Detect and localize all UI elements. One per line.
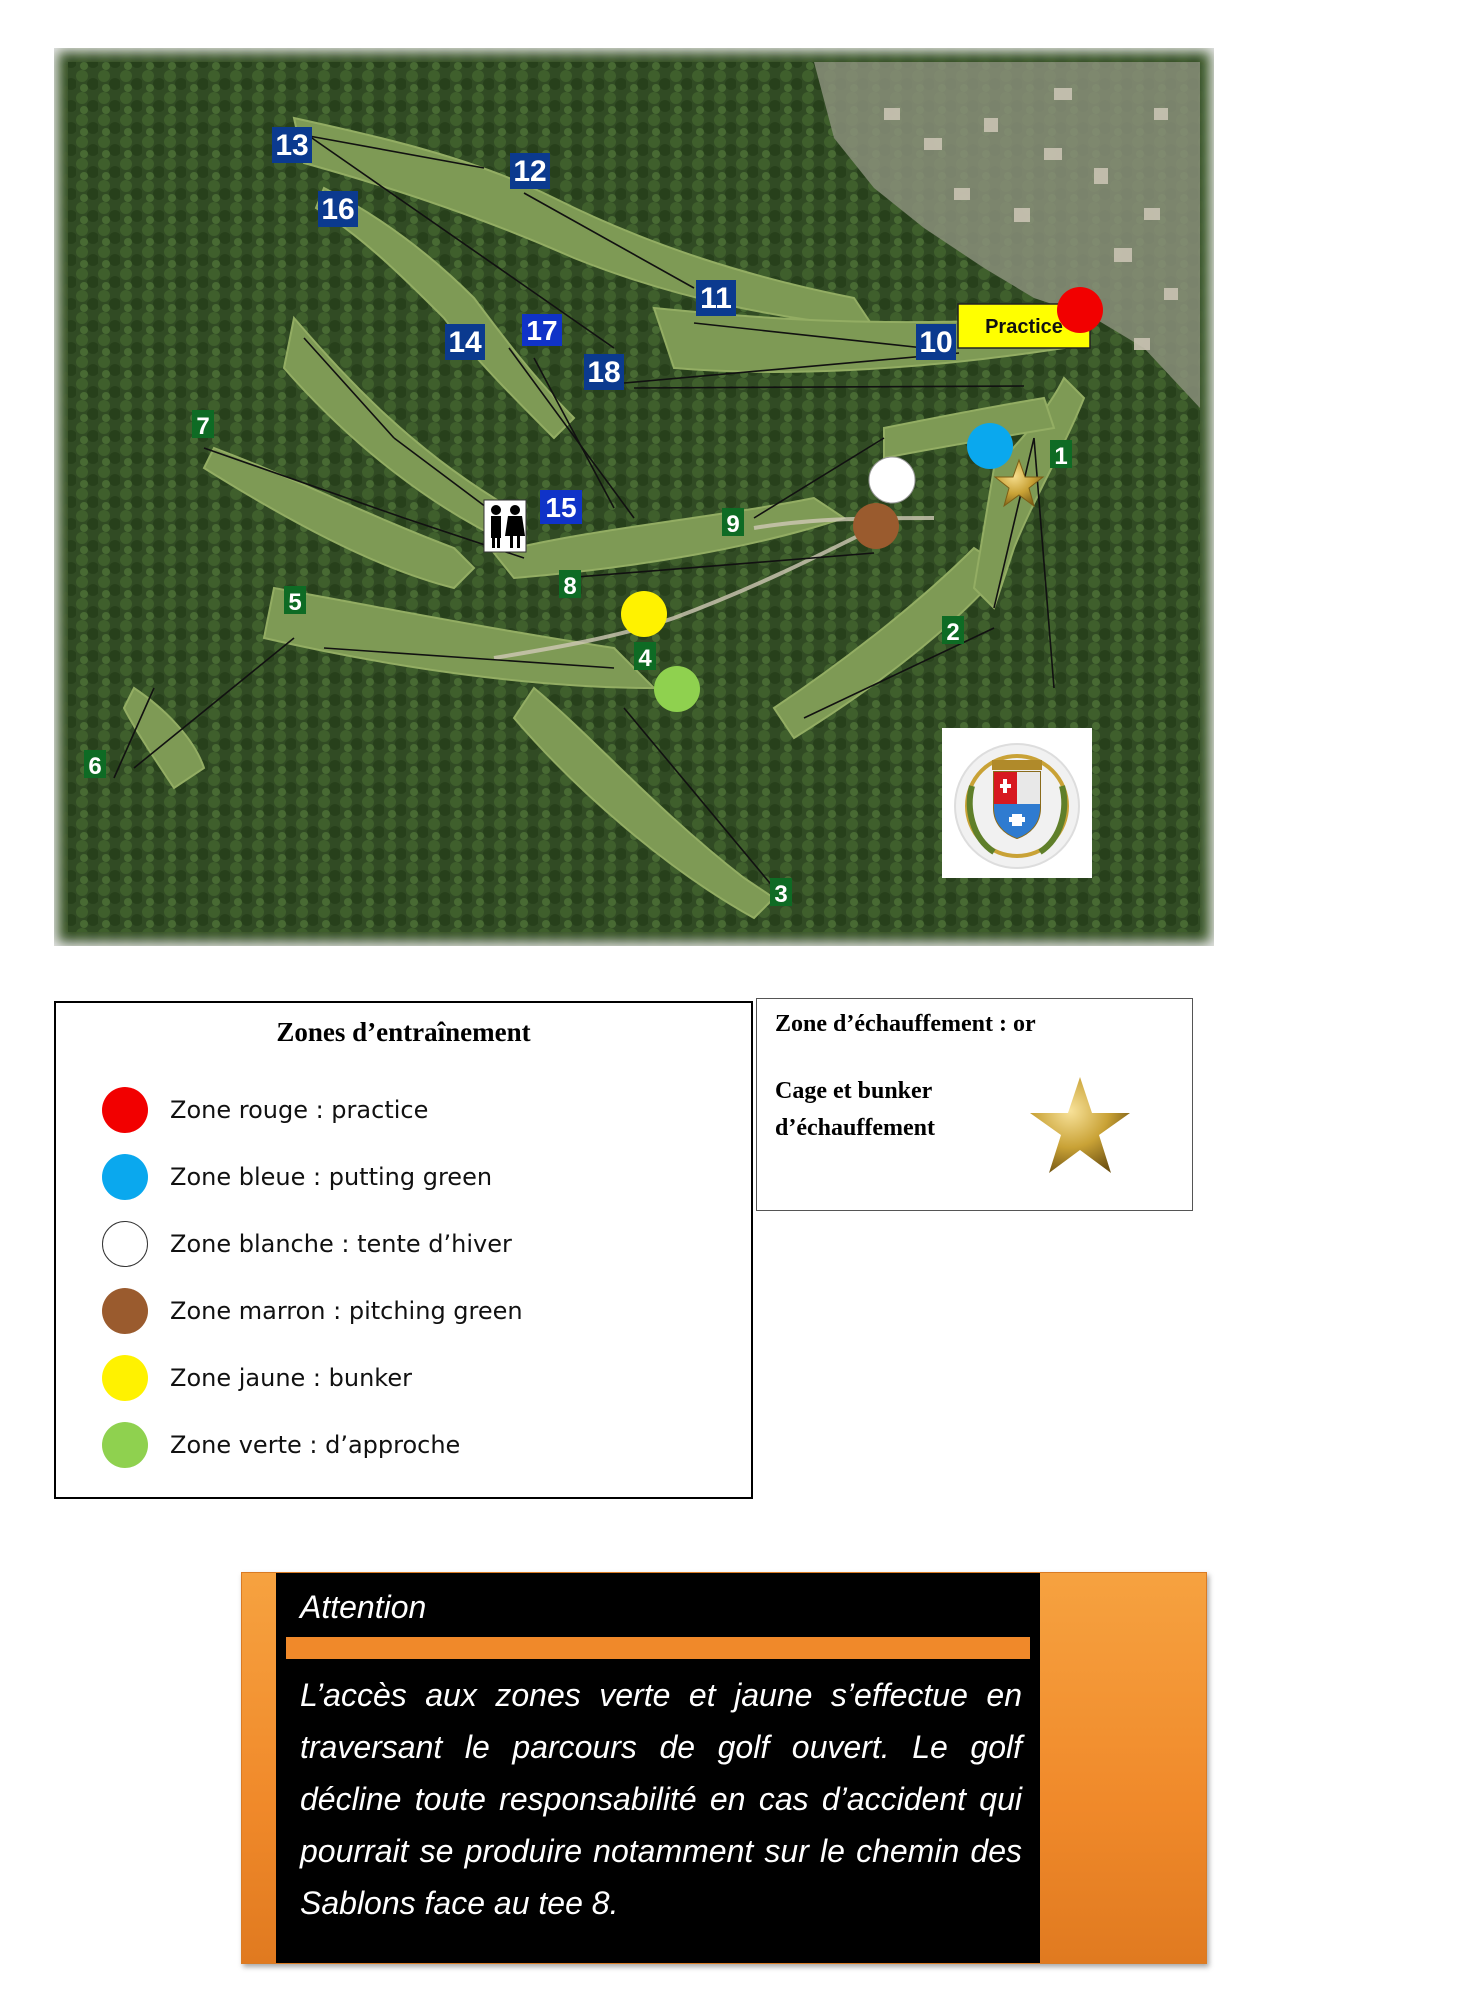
hole-marker <box>445 324 485 360</box>
svg-text:9: 9 <box>726 511 740 538</box>
legend-item-label: Zone marron : pitching green <box>170 1297 523 1325</box>
gold-star-icon <box>1027 1075 1133 1177</box>
white-dot-icon <box>102 1221 148 1267</box>
attention-box <box>241 1572 1207 1964</box>
svg-text:Practice: Practice <box>985 316 1063 338</box>
legend-item-label: Zone verte : d’approche <box>170 1431 461 1459</box>
hole-marker <box>942 616 964 646</box>
attention-title: Attention <box>300 1589 427 1625</box>
hole-marker <box>284 586 306 616</box>
red-dot-icon <box>102 1087 148 1133</box>
svg-text:13: 13 <box>275 129 309 162</box>
warmup-subtitle: Cage et bunker d’échauffement <box>775 1078 935 1141</box>
legend-item-label: Zone jaune : bunker <box>170 1364 412 1392</box>
svg-text:2: 2 <box>946 619 960 646</box>
zone-yellow-marker <box>621 591 667 637</box>
hole-marker <box>559 570 581 600</box>
legend-item <box>102 1219 512 1269</box>
legend-item-label: Zone rouge : practice <box>170 1096 429 1124</box>
svg-text:3: 3 <box>774 881 788 908</box>
brown-dot-icon <box>102 1288 148 1334</box>
zone-brown-marker <box>853 503 899 549</box>
restroom-icon <box>484 500 526 552</box>
hole-marker <box>696 280 736 316</box>
svg-text:16: 16 <box>321 193 355 226</box>
aerial-map-svg <box>54 48 1214 946</box>
svg-text:15: 15 <box>545 492 577 523</box>
hole-marker <box>634 642 656 672</box>
svg-text:5: 5 <box>288 589 302 616</box>
hole-marker <box>272 127 312 163</box>
warmup-zone-box <box>756 998 1193 1211</box>
yellow-dot-icon <box>102 1355 148 1401</box>
hole-marker <box>318 191 358 227</box>
hole-marker <box>584 354 624 390</box>
green-dot-icon <box>102 1422 148 1468</box>
legend-item <box>102 1420 460 1470</box>
svg-text:11: 11 <box>700 282 732 315</box>
training-zones-legend <box>54 1001 753 1499</box>
hole-marker <box>722 508 744 538</box>
svg-text:8: 8 <box>563 573 577 600</box>
attention-text: L’accès aux zones verte et jaune s’effectue en traversant le parcours de golf ouvert. Le golf décline toute responsabilité en cas d’accident qui pourrait se produire notamment sur le chemin des Sablons face au tee 8. <box>300 1677 1022 1921</box>
svg-text:12: 12 <box>513 155 547 188</box>
zone-green-marker <box>654 666 700 712</box>
legend-item <box>102 1286 523 1336</box>
svg-text:1: 1 <box>1054 443 1068 470</box>
svg-text:7: 7 <box>196 413 210 440</box>
svg-text:17: 17 <box>526 315 558 346</box>
hole-marker <box>84 750 106 780</box>
svg-text:14: 14 <box>448 326 482 359</box>
hole-marker <box>916 324 956 360</box>
legend-item <box>102 1085 428 1135</box>
hole-marker <box>510 153 550 189</box>
svg-text:10: 10 <box>919 326 953 359</box>
legend-title: Zones d’entraînement <box>276 1017 531 1047</box>
svg-text:4: 4 <box>638 645 652 672</box>
hole-marker <box>540 490 582 524</box>
blue-dot-icon <box>102 1154 148 1200</box>
hole-marker <box>192 410 214 440</box>
attention-panel <box>276 1573 1040 1963</box>
svg-text:6: 6 <box>88 753 102 780</box>
svg-text:18: 18 <box>587 356 621 389</box>
legend-item <box>102 1152 492 1202</box>
warmup-title: Zone d’échauffement : or <box>775 1011 1036 1037</box>
hole-marker <box>770 878 792 908</box>
legend-item <box>102 1353 412 1403</box>
legend-item-label: Zone blanche : tente d’hiver <box>170 1230 512 1258</box>
golf-course-map <box>54 48 1214 946</box>
zone-red-marker <box>1057 287 1103 333</box>
zone-white-marker <box>869 457 915 503</box>
hole-marker <box>1050 440 1072 470</box>
attention-divider <box>286 1637 1030 1659</box>
club-logo <box>942 728 1092 878</box>
legend-item-label: Zone bleue : putting green <box>170 1163 493 1191</box>
zone-blue-marker <box>967 423 1013 469</box>
hole-marker <box>522 314 562 346</box>
